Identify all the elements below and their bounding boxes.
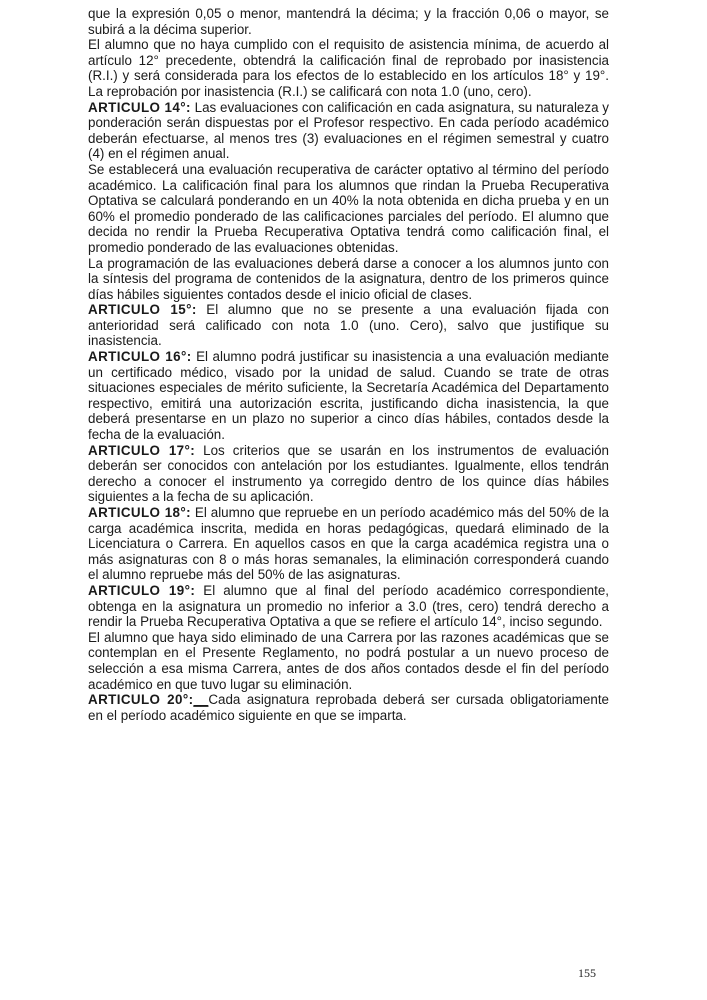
- paragraph-1: [88, 6, 609, 37]
- article-15-paragraph: [88, 302, 609, 349]
- body-text: [88, 6, 609, 723]
- paragraph-recuperativa-text: Se establecerá una evaluación recuperativa de carácter optativo al término del período académico. La calificación final para los alumnos que rindan la Prueba Recuperativa Optativa se calculará ponderando en un 40% la nota obtenida en dicha prueba y en un 60% el promedio ponderado de las calificaciones parciales del período. El alumno que decida no rendir la Prueba Recuperativa Optativa tendrá como calificación final, el promedio ponderado de las evaluaciones obtenidas.: [88, 161, 609, 255]
- article-14-heading: ARTICULO 14°:: [88, 99, 191, 115]
- article-19-paragraph: [88, 583, 609, 630]
- paragraph-eliminacion: [88, 630, 609, 692]
- paragraph-programacion: [88, 256, 609, 303]
- article-15-heading: ARTICULO 15°:: [88, 302, 197, 318]
- article-16-heading: ARTICULO 16°:: [88, 349, 192, 365]
- paragraph-recuperativa: [88, 162, 609, 256]
- article-17-paragraph: [88, 443, 609, 505]
- article-20-heading: ARTICULO 20°:: [88, 692, 194, 708]
- paragraph-2-text: El alumno que no haya cumplido con el requisito de asistencia mínima, de acuerdo al artículo 12° precedente, obtendrá la calificación final de reprobado por inasistencia (R.I.) y será considerada para los efectos de lo establecido en los artículos 18° y 19°. La reprobación por inasistencia (R.I.) se calificará con nota 1.0 (uno, cero).: [88, 37, 609, 99]
- article-19-text: El alumno que al final del período académico correspondiente, obtenga en la asignatura un promedio no inferior a 3.0 (tres, cero) tendrá derecho a rendir la Prueba Recuperativa Optativa a que se refiere el artículo 14°, inciso segundo.: [88, 582, 609, 630]
- paragraph-1-text: que la expresión 0,05 o menor, mantendrá la décima; y la fracción 0,06 o mayor, se subirá a la décima superior.: [88, 6, 609, 37]
- article-14-paragraph: [88, 100, 609, 162]
- paragraph-eliminacion-text: El alumno que haya sido eliminado de una Carrera por las razones académicas que se contemplan en el Presente Reglamento, no podrá postular a un nuevo proceso de selección a esa misma Carrera, antes de dos años contados desde el fin del período académico en que tuvo lugar su eliminación.: [88, 629, 609, 692]
- page-number: 155: [578, 966, 596, 980]
- article-18-text: El alumno que repruebe en un período académico más del 50% de la carga académica inscrita, medida en horas pedagógicas, quedará eliminado de la Licenciatura o Carrera. En aquellos casos en que la carga académica registra una o más asignaturas con 8 o más horas semanales, la eliminación corresponderá cuando el alumno repruebe más del 50% de las asignaturas.: [88, 505, 609, 583]
- article-16-text: El alumno podrá justificar su inasistencia a una evaluación mediante un certificado médico, visado por la unidad de salud. Cuando se trate de otras situaciones especiales de mérito suficiente, la Secretaría Académica del Departamento respectivo, emitirá una autorización escrita, justificando dicha inasistencia, la que deberá presentarse en un plazo no superior a cinco días hábiles, contados desde la fecha de la evaluación.: [88, 349, 609, 443]
- article-20-text: Cada asignatura reprobada deberá ser cursada obligatoriamente en el período académico siguiente en que se imparta.: [88, 692, 609, 723]
- article-19-heading: ARTICULO 19°:: [88, 582, 196, 598]
- paragraph-programacion-text: La programación de las evaluaciones deberá darse a conocer a los alumnos junto con la síntesis del programa de contenidos de la asignatura, dentro de los primeros quince días hábiles siguientes contados desde el inicio oficial de clases.: [88, 255, 609, 302]
- article-18-paragraph: [88, 505, 609, 583]
- article-17-heading: ARTICULO 17°:: [88, 442, 196, 458]
- article-14-text: Las evaluaciones con calificación en cada asignatura, su naturaleza y ponderación serán dispuestas por el Profesor respectivo. En cada período académico deberán efectuarse, al menos tres (3) evaluaciones en el régimen semestral y cuatro (4) en el régimen anual.: [88, 99, 609, 162]
- article-16-paragraph: [88, 349, 609, 443]
- article-20-underscore: __: [193, 692, 209, 708]
- paragraph-2: [88, 37, 609, 99]
- article-20-paragraph: [88, 692, 609, 723]
- article-18-heading: ARTICULO 18°:: [88, 505, 192, 520]
- article-17-text: Los criterios que se usarán en los instrumentos de evaluación deberán ser conocidos con antelación por los estudiantes. Igualmente, ellos tendrán derecho a conocer el instrumento ya corregido dentro de los quince días hábiles siguientes a la fecha de su aplicación.: [88, 442, 609, 505]
- article-15-text: El alumno que no se presente a una evaluación fijada con anterioridad será calificado con nota 1.0 (uno. Cero), salvo que justifique su inasistencia.: [88, 302, 609, 349]
